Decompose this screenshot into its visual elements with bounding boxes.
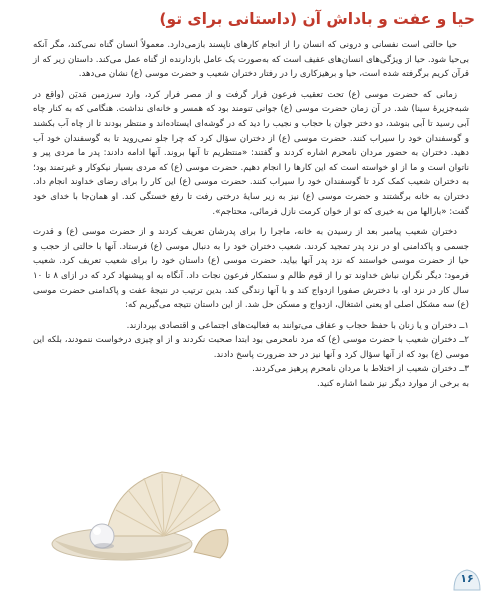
story-paragraph-2: دختران شعیب پیامبر بعد از رسیدن به خانه، ماجرا را برای پدرشان تعریف کردند و از حضرت موسی (ع) و قدرت جسمی و پاکدامنی او در نزد پدر تمجید کردند. شعیب دختران خود را به دنبال موسی (ع) فرستاد. آنها با حالتی از حجب و حیا از حضرت موسی خواستند که نزد پدر آنها بیاید. حضرت موسی (ع) داستان خود را برای شعیب تعریف کرد. شعیب فرمود: دیگر نگران نباش خداوند تو را از قوم ظالم و ستمکار فرعون نجات داد. آنگاه به او پیشنهاد کرد که در ازای ۸ تا ۱۰ سال کار در نزد او، با دخترش صفورا ازدواج کند و با آنها زندگی کند. بدین ترتیب در نتیجهٔ عفت و پاکدامنی حضرت موسی (ع) سه مشکل اصلی او یعنی اشتغال، ازدواج و مسکن حل شد. از این داستان نتیجه می‌گیریم که: [33, 227, 469, 311]
page-number: ۱۶ [460, 572, 474, 585]
lesson-item: ۳ــ دختران شعیب از اختلاط با مردان نامحرم پرهیز می‌کردند. [252, 364, 469, 375]
story-paragraph-1: زمانی که حضرت موسی (ع) تحت تعقیب فرعون قرار گرفت و از مصر فرار کرد، وارد سرزمین مَدیَن (واقع در شبه‌جزیرهٔ سینا) شد. در آن زمان حضرت موسی (ع) جوانی تنومند بود که همسر و خانه‌ای نداشت. هنگامی که به کنار چاه آبی رسید تا آبی بنوشد، دو دختر جوان با حجاب و نجیب را دید که در گوشه‌ای ایستاده‌اند و منتظر بودند تا از چاه آب بکشند و گوسفندان خود را سیراب کنند. حضرت موسی (ع) از دختران سؤال کرد که چرا جلو نمی‌روید تا به گوسفندان خود آب دهید. دختران به حضور مردان نامحرم اشاره کردند و گفتند: «منتظریم تا آنها بروند. آنها ادامه دادند: پدر ما مردی پیر و ناتوان است و ما از او خواسته است که این کارها را انجام دهیم. حضرت موسی (ع) که مردی بسیار نیکوکار و غیرتمند بود؛ به دختران شعیب کمک کرد تا گوسفندان خود را سیراب کنند. حضرت موسی (ع) این کار را برای رضای خداوند انجام داد. دختران به خانه برگشتند و حضرت موسی (ع) نیز به زیر سایهٔ درختی رفت تا رفع خستگی کند. او همان‌جا با خدای خود گفت: «بارالها من به خیری که تو از خوان کرمت نازل فرمائی، محتاجم». [33, 89, 469, 217]
intro-paragraph: حیا حالتی است نفسانی و درونی که انسان را از انجام کارهای ناپسند بازمی‌دارد. معمولاً انسان گناه نمی‌کند، مگر آنکه بی‌حیا شود. حیا از ویژگی‌های انسان‌های عفیف است که به‌صورت یک عامل بازدارنده از گناه عمل می‌کند. داستان زیر که از قرآن کریم برگرفته شده است، حیا و برهیزکاری را در رفتار دختران شعیب و حضرت موسی (ع) نشان می‌دهد. [33, 40, 469, 80]
lesson-item: ۲ــ دختران شعیب با حضرت موسی (ع) که مرد نامحرمی بود ابتدا صحبت نکردند و از او چیزی درخواست ننمودند، بلکه این موسی (ع) بود که از آنها سؤال کرد و آنها نیز در حد ضرورت پاسخ دادند. [33, 335, 469, 360]
lesson-prompt: به برخی از موارد دیگر نیز شما اشاره کنید. [316, 379, 469, 390]
story-body [33, 38, 469, 392]
lesson-item: ۱ــ دختران و یا زنان با حفظ حجاب و عفاف می‌توانند به فعالیت‌های اجتماعی و اقتصادی بپردازند. [126, 320, 469, 331]
page-title: حیا و عفت و باداش آن (داستانی برای تو) [159, 10, 475, 28]
pearl-shell-illustration [44, 466, 234, 566]
